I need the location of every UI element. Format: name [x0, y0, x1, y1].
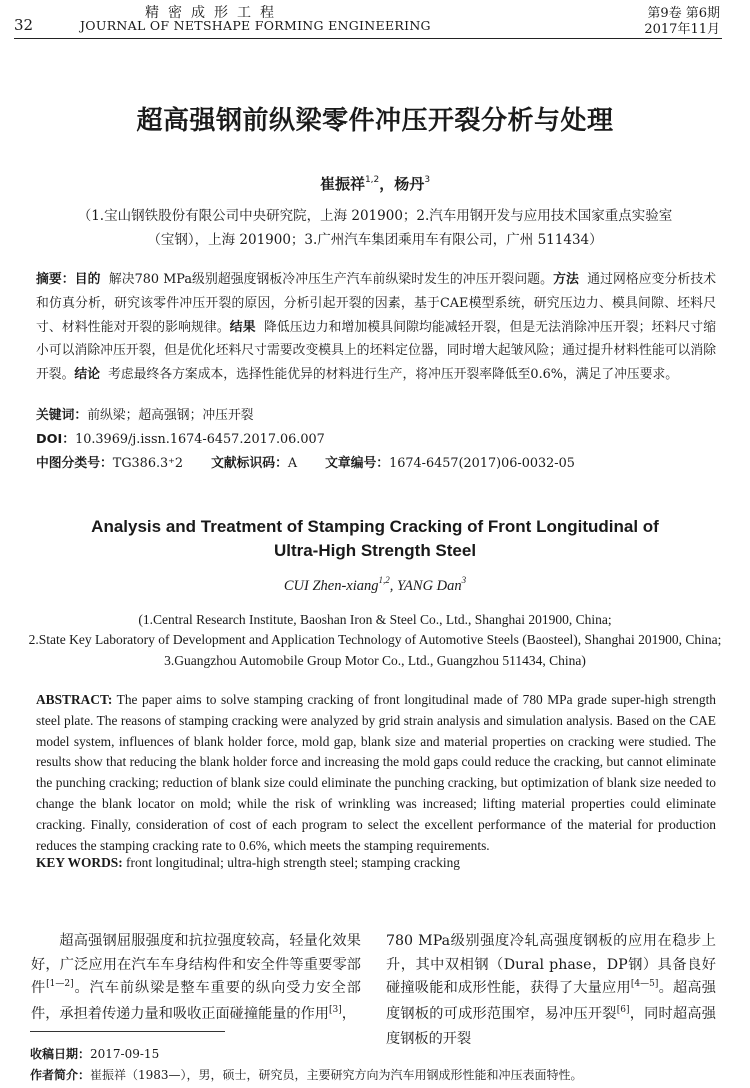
page-number: 32 [14, 16, 34, 34]
keywords-en-label: KEY WORDS: [36, 855, 123, 870]
citation: [4—5] [630, 979, 659, 990]
body-text: ， [341, 1005, 356, 1022]
purpose-text: 解决780 MPa级别超强度钢板冷冲压生产汽车前纵梁时发生的冲压开裂问题。 [108, 272, 554, 287]
journal-name-cn: 精密成形工程 [145, 5, 283, 21]
affiliation-en-line1: (1.Central Research Institute, Baoshan Iron & Steel Co., Ltd., Shanghai 201900, China; [138, 612, 612, 627]
doi [36, 428, 325, 447]
author-affiliation-sup: 1,2 [378, 575, 390, 585]
method-label: 方法 [553, 272, 579, 287]
author-bio-label: 作者简介： [30, 1068, 91, 1082]
affiliation-en-line2: 2.State Key Laboratory of Development and Application Technology of Automotive Steels (Baosteel), Shanghai 201900, China; [28, 632, 722, 647]
author-name: 崔振祥 [319, 175, 365, 193]
citation: [1—2] [46, 979, 74, 990]
body-text: 超高强钢屈服强度和抗拉强度较高，轻量化效果好，广泛应用在汽车车身结构件和安全件等重要零部件 [31, 933, 361, 997]
body-text: 。汽车前纵梁是整车重要的纵向受力安全部件，承担着传递力量和吸收正面碰撞能量的作用 [31, 980, 361, 1022]
affiliation-cn-line2: （宝钢），上海 201900；3.广州汽车集团乘用车有限公司，广州 511434） [147, 232, 603, 248]
author-separator: ， [379, 175, 395, 193]
author-affiliation-sup: 3 [424, 175, 431, 185]
received-date [30, 1045, 159, 1062]
authors-en [0, 575, 750, 595]
body-column-left [31, 930, 361, 1028]
author-name: 杨丹 [394, 175, 425, 193]
author-bio-text: 崔振祥（1983—），男，硕士，研究员，主要研究方向为汽车用钢成形性能和冲压表面特性。 [90, 1068, 583, 1082]
affiliation-cn-line1: （1.宝山钢铁股份有限公司中央研究院，上海 201900；2.汽车用钢开发与应用技术国家重点实验室 [77, 208, 673, 224]
author-bio [30, 1066, 583, 1083]
journal-name-en: JOURNAL OF NETSHAPE FORMING ENGINEERING [80, 18, 431, 33]
volume-issue: 第9卷 第6期 [647, 6, 720, 21]
class-value: TG386.3⁺2 [112, 456, 184, 471]
header-rule [14, 38, 722, 39]
body-text: 780 MPa级别强度冷轧高强度钢板的应用在稳步上升，其中双相钢（Dural phase，DP钢）具备良好碰撞吸能和成形性能，获得了大量应用 [386, 933, 716, 997]
purpose-label: 目的 [74, 272, 101, 287]
citation: [3] [328, 1004, 342, 1015]
issue-date: 2017年11月 [644, 22, 720, 37]
keywords-value: 前纵梁；超高强钢；冲压开裂 [87, 408, 254, 423]
keywords-en [36, 855, 460, 871]
author-separator: , [389, 578, 397, 594]
doi-value: 10.3969/j.issn.1674-6457.2017.06.007 [75, 432, 325, 447]
author-name: YANG Dan [396, 578, 462, 594]
body-text: 。超高强度钢板的可成形范围窄，易冲压开裂 [386, 980, 716, 1022]
article-no-value: 1674-6457(2017)06-0032-05 [389, 456, 575, 471]
paper-title-en-line2: Ultra-High Strength Steel [273, 541, 477, 560]
author-affiliation-sup: 3 [461, 575, 467, 585]
paper-title-cn: 超高强钢前纵梁零件冲压开裂分析与处理 [136, 106, 614, 136]
body-column-right [386, 930, 716, 1052]
author-name: CUI Zhen-xiang [283, 578, 379, 594]
abstract-label: 摘要： [36, 272, 75, 287]
received-value: 2017-09-15 [90, 1047, 160, 1061]
body-text: ，同时超高强度钢板的开裂 [386, 1005, 716, 1048]
citation: [6] [616, 1004, 630, 1015]
paper-title-en-line1: Analysis and Treatment of Stamping Cracking of Front Longitudinal of [91, 517, 659, 536]
keywords-cn [36, 404, 254, 423]
received-label: 收稿日期： [30, 1047, 91, 1061]
class-label: 中图分类号： [36, 456, 113, 471]
doc-code-label: 文献标识码： [211, 456, 288, 471]
abstract-en [36, 690, 716, 856]
keywords-en-value: front longitudinal; ultra-high strength steel; stamping cracking [126, 855, 460, 870]
method-text: 通过网格应变分析技术和仿真分析，研究该零件冲压开裂的原因，分析引起开裂的因素，基于CAE模型系统，研究压边力、模具间隙、坯料尺寸、材料性能对开裂的影响规律。 [36, 272, 717, 335]
result-label: 结果 [229, 319, 256, 335]
article-no-label: 文章编号： [325, 456, 390, 471]
classification-line [36, 452, 575, 471]
abstract-cn [36, 268, 716, 387]
abstract-en-text: The paper aims to solve stamping cracking of front longitudinal made of 780 MPa grade super-high strength steel plate. The reasons of stamping cracking were analyzed by grid strain analysis and simulation analysis. Based on the CAE model system, influences of blank holder force, mold gap, blank size and material properties on cracking were studied. The results show that reducing the blank holder force and increasing the mold gaps could reduce the cracking, but cannot eliminate the punching cracking; reduction of blank size could eliminate the punching cracking, but optimization of blank size needed to change the blank locator on mold; while the risk of wrinkling was increased; lifting material properties could eliminate cracking. Finally, consideration of cost of each program to select the excellent performance of the material for production reduces the stamping cracking rate to 0.6%, which meets the stamping requirements. [36, 692, 716, 853]
author-affiliation-sup: 1,2 [364, 175, 380, 185]
conclusion-text: 考虑最终各方案成本，选择性能优异的材料进行生产，将冲压开裂率降低至0.6%，满足了冲压要求。 [108, 367, 679, 383]
footnote-rule [30, 1031, 225, 1032]
authors-cn [0, 173, 750, 194]
abstract-en-label: ABSTRACT: [36, 692, 113, 707]
doi-label: DOI： [36, 432, 76, 447]
doc-code-value: A [287, 456, 298, 471]
affiliation-en-line3: 3.Guangzhou Automobile Group Motor Co., Ltd., Guangzhou 511434, China) [164, 653, 586, 668]
keywords-label: 关键词： [36, 408, 88, 423]
result-text: 降低压边力和增加模具间隙均能减轻开裂，但是无法消除冲压开裂；坯料尺寸缩小可以消除冲压开裂，但是优化坯料尺寸需要改变模具上的坯料定位器，同时增大起皱风险；通过提升材料性能可以消除开裂。 [36, 319, 717, 383]
conclusion-label: 结论 [74, 367, 100, 383]
